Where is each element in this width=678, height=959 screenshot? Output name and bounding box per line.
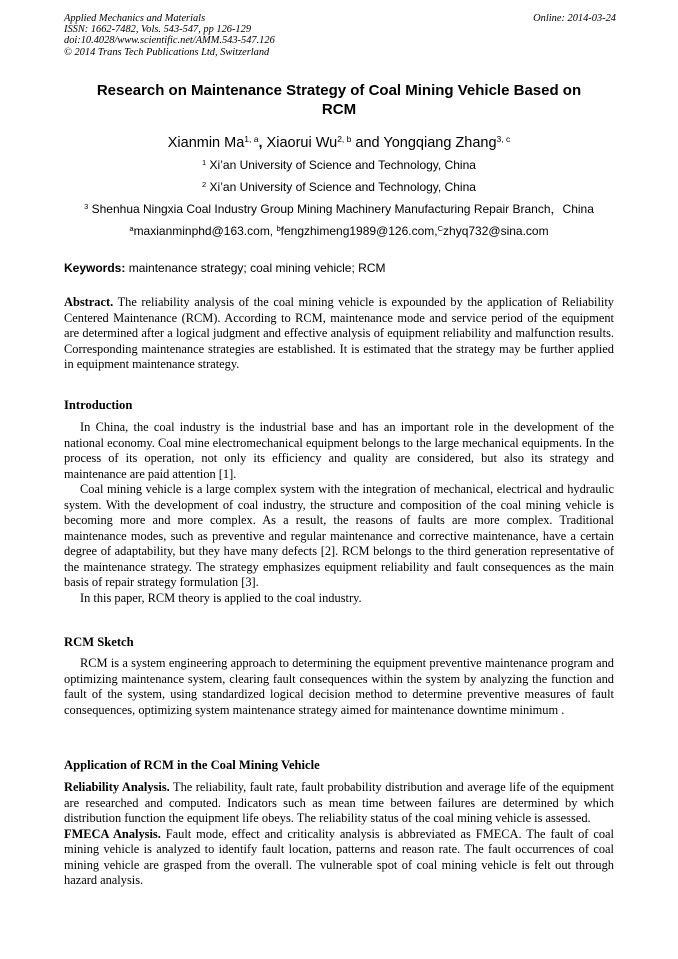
author-3-sup: 3, c bbox=[496, 134, 511, 144]
email-b: fengzhimeng1989@126.com, bbox=[280, 224, 438, 238]
copyright-line: © 2014 Trans Tech Publications Ltd, Switzerland bbox=[64, 46, 270, 58]
paper-title bbox=[64, 81, 614, 119]
email-line bbox=[64, 224, 614, 238]
rcm-sketch-body bbox=[64, 656, 614, 718]
affiliation-3 bbox=[40, 202, 638, 216]
author-separator: , bbox=[258, 135, 267, 151]
section-heading-introduction: Introduction bbox=[64, 398, 133, 412]
introduction-paragraph-2: Coal mining vehicle is a large complex system with the integration of mechanical, electrical and hydraulic system. With the development of coal industry, the structure and composition of the coal mining vehicle is becoming more and more complex. As a result, the reasons of faults are more complex. Traditional maintenance modes, such as preventive and regular maintenance and corrective maintenance, have a certain degree of adaptability, but they have many defects [2]. RCM belongs to the third generation representative of the maintenance strategy. The strategy emphasizes equipment reliability and fault consequences as the main basis of repair strategy formulation [3]. bbox=[64, 482, 614, 589]
author-1-name: Xianmin Ma bbox=[167, 135, 245, 151]
fmeca-analysis-text: Fault mode, effect and criticality analysis is abbreviated as FMECA. The fault of coal mining vehicle is analyzed to identify fault location, patterns and reason rate. The fault occurrences of coal mining vehicle are grasped from the overall. The vulnerable spot of coal mining vehicle is felt out through hazard analysis. bbox=[64, 826, 614, 887]
author-3-name: Yongqiang Zhang bbox=[383, 135, 497, 151]
title-line-1: Research on Maintenance Strategy of Coal Mining Vehicle Based on bbox=[96, 82, 582, 99]
title-line-2: RCM bbox=[321, 101, 357, 118]
reliability-analysis-text: The reliability, fault rate, fault probability distribution and average life of the equipment are researched and computed. Indicators such as mean time between failures are determined by which distribution function the equipment life obeys. The reliability status of the coal mining vehicle is assessed. bbox=[64, 780, 614, 825]
author-2-sup: 2, b bbox=[337, 134, 352, 144]
fmeca-analysis-paragraph bbox=[64, 827, 614, 889]
section-heading-application: Application of RCM in the Coal Mining Vehicle bbox=[64, 758, 320, 772]
journal-header bbox=[64, 13, 616, 58]
email-a-sup: a bbox=[129, 224, 134, 233]
keywords-label: Keywords: bbox=[64, 261, 126, 275]
reliability-analysis-paragraph bbox=[64, 780, 614, 827]
fmeca-analysis-label: FMECA Analysis. bbox=[64, 826, 161, 841]
affiliation-2 bbox=[40, 180, 638, 194]
keywords-text: maintenance strategy; coal mining vehicle; RCM bbox=[125, 261, 386, 275]
section-heading-rcm-sketch: RCM Sketch bbox=[64, 635, 134, 649]
abstract bbox=[64, 295, 614, 373]
author-list bbox=[64, 134, 614, 152]
introduction-body bbox=[64, 420, 614, 606]
application-body bbox=[64, 780, 614, 889]
issn-line: ISSN: 1662-7482, Vols. 543-547, pp 126-129 bbox=[64, 24, 252, 36]
email-c: zhyq732@sina.com bbox=[443, 224, 549, 238]
affiliation-3-text: Shenhua Ningxia Coal Industry Group Mining Machinery Manufacturing Repair Branch，China bbox=[88, 202, 594, 216]
introduction-paragraph-1: In China, the coal industry is the industrial base and has an important role in the development of the national economy. Coal mine electromechanical equipment belongs to the large mechanical equipments. In the process of its operation, not only its efficiency and quality are considered, but also its strategy and maintenance are paid attention [1]. bbox=[64, 420, 614, 481]
affiliation-3-sup: 3 bbox=[84, 202, 89, 211]
introduction-paragraph-3: In this paper, RCM theory is applied to the coal industry. bbox=[80, 590, 362, 605]
affiliation-1-text: Xi’an University of Science and Technology, China bbox=[206, 158, 476, 172]
affiliation-1-sup: 1 bbox=[202, 158, 207, 167]
affiliation-2-sup: 2 bbox=[202, 180, 207, 189]
online-date: Online: 2014-03-24 bbox=[533, 13, 616, 24]
rcm-sketch-paragraph: RCM is a system engineering approach to determining the equipment preventive maintenance program and optimizing maintenance system, clearing fault consequences within the system by analyzing the function and fault of the system, using standardized logical decision method to determine preventive measures of fault consequences, optimizing system maintenance strategy aimed for maintenance downtime minimum . bbox=[64, 656, 614, 717]
email-b-sup: b bbox=[276, 224, 281, 233]
abstract-label: Abstract. bbox=[64, 295, 114, 309]
author-2-name: Xiaorui Wu bbox=[266, 135, 338, 151]
author-and: and bbox=[351, 135, 384, 151]
email-a: maxianminphd@163.com, bbox=[133, 224, 277, 238]
affiliation-2-text: Xi’an University of Science and Technology, China bbox=[206, 180, 476, 194]
keywords bbox=[64, 261, 616, 275]
reliability-analysis-label: Reliability Analysis. bbox=[64, 780, 170, 794]
email-c-sup: C bbox=[437, 224, 444, 233]
affiliation-1 bbox=[40, 158, 638, 172]
abstract-text: The reliability analysis of the coal mining vehicle is expounded by the application of Reliability Centered Maintenance (RCM). According to RCM, maintenance mode and service period of the equipment are determined after a logical judgment and effective analysis of equipment reliability and malfunction results. Corresponding maintenance strategies are established. It is estimated that the strategy may be further applied in equipment maintenance strategy. bbox=[64, 295, 614, 371]
doi-line: doi:10.4028/www.scientific.net/AMM.543-547.126 bbox=[64, 35, 275, 47]
abstract-paragraph bbox=[64, 295, 614, 373]
author-1-sup: 1, a bbox=[244, 134, 259, 144]
journal-name: Applied Mechanics and Materials bbox=[64, 13, 206, 24]
